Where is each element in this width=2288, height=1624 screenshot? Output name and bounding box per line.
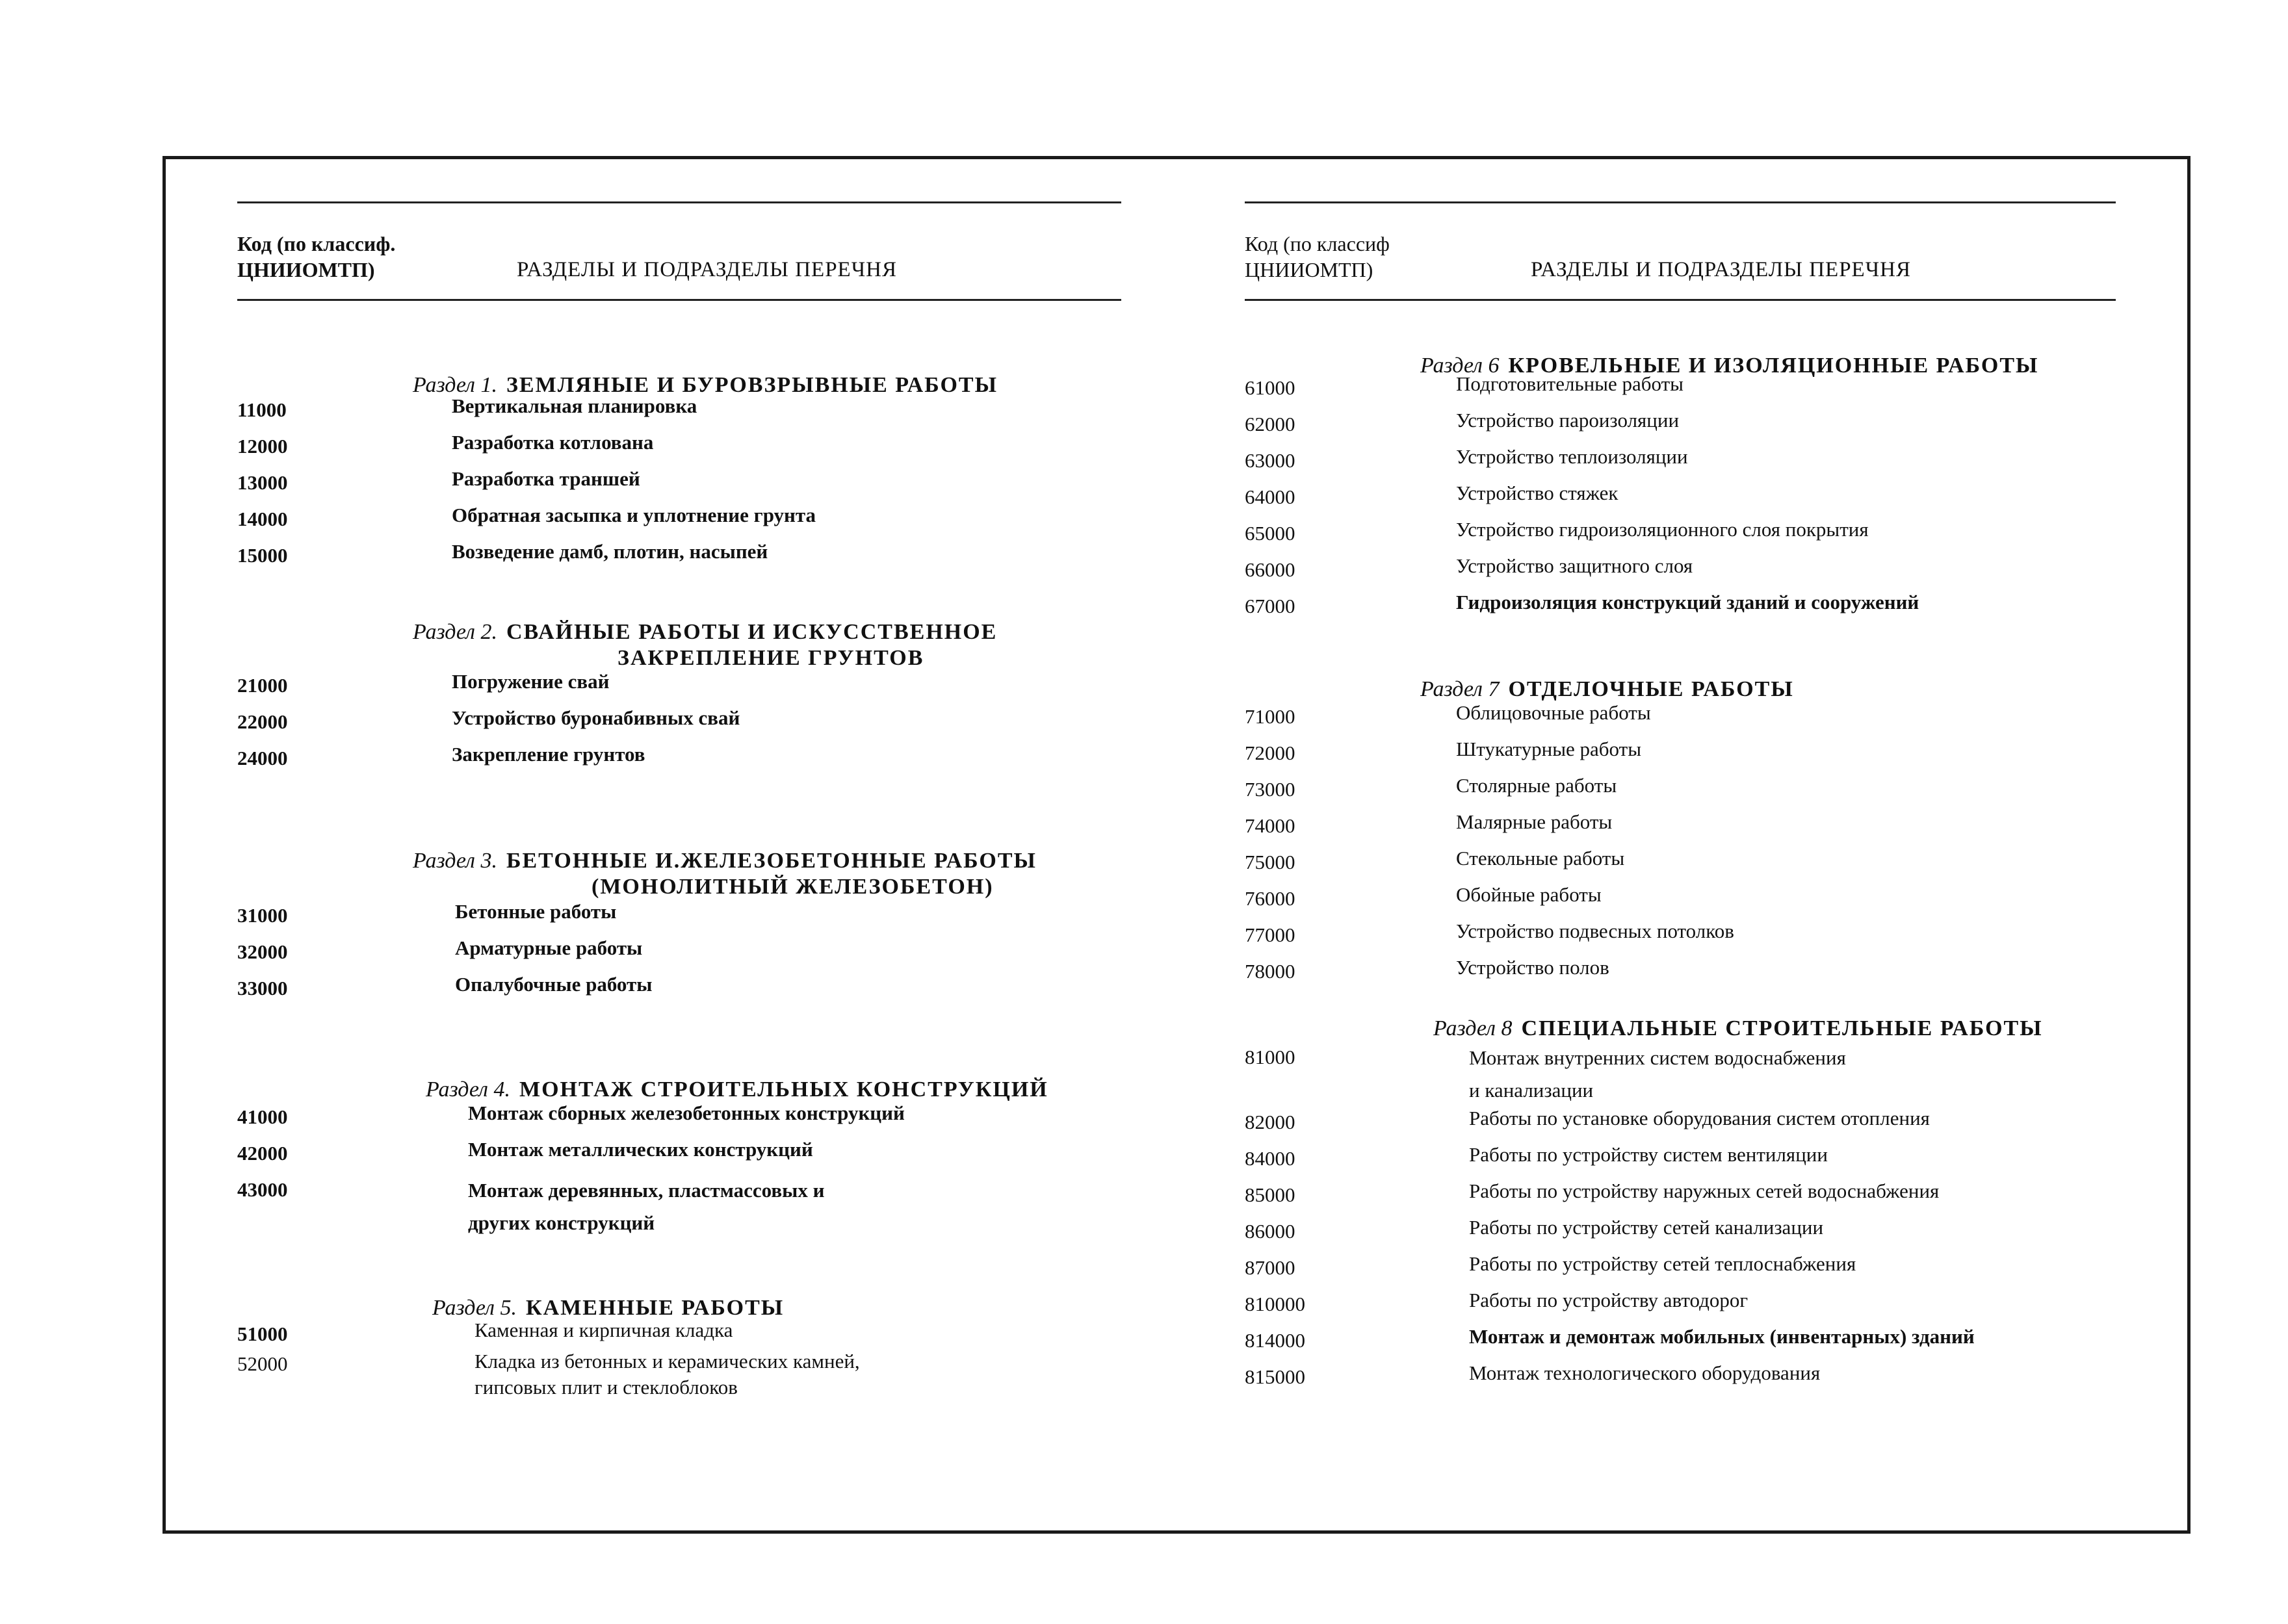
list-item: 74000 Малярные работы xyxy=(1245,810,1613,837)
list-item: 86000 Работы по устройству сетей канализации xyxy=(1245,1216,1824,1243)
section-list xyxy=(1245,699,2116,990)
list-item: 15000 Возведение дамб, плотин, насыпей xyxy=(237,540,768,567)
code-column-header: Код (по классиф ЦНИИОМТП) xyxy=(1245,232,1390,281)
section-title: Раздел 1. ЗЕМЛЯНЫЕ И БУРОВЗРЫВНЫЕ РАБОТЫ xyxy=(413,373,998,397)
list-item: 41000 Монтаж сборных железобетонных конструкций xyxy=(237,1102,905,1128)
list-item: 71000 Облицовочные работы xyxy=(1245,701,1651,728)
sections-column-header: РАЗДЕЛЫ И ПОДРАЗДЕЛЫ ПЕРЕЧНЯ xyxy=(1531,258,1912,281)
section-list xyxy=(237,897,1121,1007)
list-item: 815000 Монтаж технологического оборудования xyxy=(1245,1361,1821,1388)
list-item: 66000 Устройство защитного слоя xyxy=(1245,554,1693,581)
list-item: 810000 Работы по устройству автодорог xyxy=(1245,1289,1748,1315)
list-item: 43000 Монтаж деревянных, пластмассовых и других конструкций xyxy=(237,1178,825,1234)
list-item: 814000 Монтаж и демонтаж мобильных (инвентарных) зданий xyxy=(1245,1325,1975,1352)
sections-column-header: РАЗДЕЛЫ И ПОДРАЗДЕЛЫ ПЕРЕЧНЯ xyxy=(517,258,898,281)
section-title: Раздел 2. СВАЙНЫЕ РАБОТЫ И ИСКУССТВЕННОЕ xyxy=(413,620,998,644)
list-item: 24000 Закрепление грунтов xyxy=(237,743,645,769)
list-item: 76000 Обойные работы xyxy=(1245,883,1602,910)
list-item: 63000 Устройство теплоизоляции xyxy=(1245,445,1688,472)
section-title: Раздел 6 КРОВЕЛЬНЫЕ И ИЗОЛЯЦИОННЫЕ РАБОТЫ xyxy=(1420,354,2039,378)
list-item: 73000 Столярные работы xyxy=(1245,774,1617,801)
section-list xyxy=(237,1316,1121,1411)
list-item: 33000 Опалубочные работы xyxy=(237,973,653,999)
section-list xyxy=(237,1099,1121,1237)
section-title: Раздел 4. МОНТАЖ СТРОИТЕЛЬНЫХ КОНСТРУКЦИЙ xyxy=(426,1077,1048,1102)
list-item: 84000 Работы по устройству систем вентиляции xyxy=(1245,1143,1828,1170)
list-item: 87000 Работы по устройству сетей теплоснабжения xyxy=(1245,1252,1856,1279)
section-title-continuation: (МОНОЛИТНЫЙ ЖЕЛЕЗОБЕТОН) xyxy=(592,875,994,899)
list-item: 11000 Вертикальная планировка xyxy=(237,394,697,421)
list-item: 78000 Устройство полов xyxy=(1245,956,1609,983)
list-item: 67000 Гидроизоляция конструкций зданий и сооружений xyxy=(1245,591,1919,617)
list-item: 51000 Каменная и кирпичная кладка xyxy=(237,1319,733,1345)
list-item: 85000 Работы по устройству наружных сетей водоснабжения xyxy=(1245,1179,1940,1206)
header-rule xyxy=(1245,299,2116,301)
list-item: 62000 Устройство пароизоляции xyxy=(1245,409,1680,435)
section-title-continuation: ЗАКРЕПЛЕНИЕ ГРУНТОВ xyxy=(618,646,924,670)
list-item: 75000 Стекольные работы xyxy=(1245,847,1625,873)
list-item: 31000 Бетонные работы xyxy=(237,900,617,927)
list-item: 21000 Погружение свай xyxy=(237,670,610,697)
code-column-header: Код (по классиф. ЦНИИОМТП) xyxy=(237,232,396,281)
header-rule xyxy=(237,299,1121,301)
section-title: Раздел 8 СПЕЦИАЛЬНЫЕ СТРОИТЕЛЬНЫЕ РАБОТЫ xyxy=(1433,1016,2043,1040)
list-item: 61000 Подготовительные работы xyxy=(1245,372,1684,399)
left-column xyxy=(237,201,1121,1411)
list-item: 14000 Обратная засыпка и уплотнение грунта xyxy=(237,504,816,530)
right-column xyxy=(1245,201,2116,1395)
section-title: Раздел 3. БЕТОННЫЕ И.ЖЕЛЕЗОБЕТОННЫЕ РАБОТЫ xyxy=(413,849,1037,873)
section-title: Раздел 7 ОТДЕЛОЧНЫЕ РАБОТЫ xyxy=(1420,677,1794,701)
section-list xyxy=(237,392,1121,574)
list-item: 65000 Устройство гидроизоляционного слоя покрытия xyxy=(1245,518,1869,545)
list-item: 42000 Монтаж металлических конструкций xyxy=(237,1138,813,1165)
list-item: 13000 Разработка траншей xyxy=(237,467,640,494)
list-item: 82000 Работы по установке оборудования систем отопления xyxy=(1245,1107,1930,1133)
list-item: 22000 Устройство буронабивных свай xyxy=(237,706,740,733)
list-item: 72000 Штукатурные работы xyxy=(1245,738,1642,764)
table-header xyxy=(237,203,1121,301)
list-item: 52000 Кладка из бетонных и керамических камней, гипсовых плит и стеклоблоков xyxy=(237,1350,860,1398)
section-list xyxy=(237,667,1121,777)
section-title: Раздел 5. КАМЕННЫЕ РАБОТЫ xyxy=(432,1296,785,1320)
list-item: 81000 Монтаж внутренних систем водоснабжения и канализации xyxy=(1245,1046,1846,1102)
list-item: 64000 Устройство стяжек xyxy=(1245,482,1618,508)
list-item: 32000 Арматурные работы xyxy=(237,936,643,963)
section-list xyxy=(1245,1039,2116,1395)
list-item: 77000 Устройство подвесных потолков xyxy=(1245,920,1734,946)
section-list xyxy=(1245,370,2116,625)
list-item: 12000 Разработка котлована xyxy=(237,431,654,458)
table-header xyxy=(1245,203,2116,301)
